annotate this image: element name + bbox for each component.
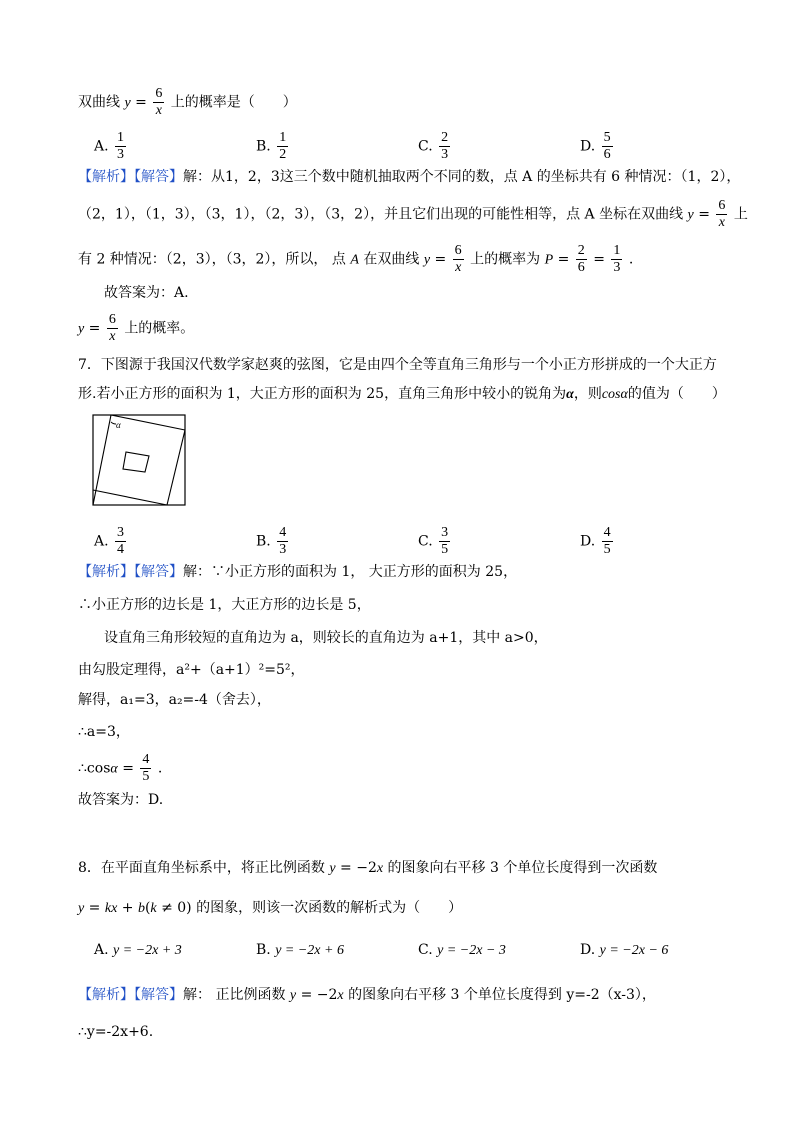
q6-note: y = $\frac{6}{x}$ 上的概率。 (78, 312, 195, 344)
solution-tag: 【解析】【解答】 (78, 169, 183, 185)
q8-solution-line-2: ∴y=-2x+6. (78, 1024, 154, 1040)
q6-stem: 双曲线 y = $\frac{6}{x}$ 上的概率是（ ） (78, 86, 297, 118)
q8-solution-line-1: 【解析】【解答】解： 正比例函数 y = −2x 的图象向右平移 3 个单位长度得到 y=-2（x-3）， (78, 987, 656, 1003)
q6-option-a[interactable]: A. $\frac{1}{3}$ (94, 130, 125, 162)
q6-option-c[interactable]: C. $\frac{2}{3}$ (418, 130, 449, 162)
q6-answer: 故答案为：A. (104, 285, 189, 301)
q7-answer: 故答案为：D. (78, 792, 164, 808)
q7-solution-line-6: ∴a=3， (78, 724, 130, 740)
q7-option-c[interactable]: C. $\frac{3}{5}$ (418, 525, 449, 557)
q6-option-d[interactable]: D. $\frac{5}{6}$ (580, 130, 611, 162)
q7-solution-line-7: ∴cosα = $\frac{4}{5}$ . (78, 752, 163, 784)
q7-stem-line-1: 7．下图源于我国汉代数学家赵爽的弦图，它是由四个全等直角三角形与一个小正方形拼成的一个大正方 (78, 357, 717, 373)
q6-solution-line-2: （2，1），（1，3），（3，1），（2，3），（3，2），并且它们出现的可能性相等，点 A 坐标在双曲线 y = $\frac{6}{x}$ 上 (78, 198, 748, 230)
q8-options (78, 932, 718, 972)
q6-solution-line-3: 有 2 种情况：（2，3），（3，2），所以， 点 A 在双曲线 y = $\frac{6}{x}$ 上的概率为 P = $\frac{2}{6}$ = $\frac{1}{3}$ . (78, 243, 634, 275)
q7-solution-line-4: 由勾股定理得，a²+（a+1）²=5²， (78, 662, 305, 678)
q8-option-d[interactable]: D. y = −2x − 6 (580, 942, 669, 958)
q7-option-b[interactable]: B. $\frac{4}{3}$ (256, 525, 287, 557)
q7-solution-line-2: ∴小正方形的边长是 1，大正方形的边长是 5， (78, 597, 371, 613)
solution-tag: 【解析】【解答】 (78, 987, 183, 1003)
q8-stem-line-1: 8．在平面直角坐标系中，将正比例函数 y = −2x 的图象向右平移 3 个单位长度得到一次函数 (78, 860, 658, 876)
q7-solution-line-3: 设直角三角形较短的直角边为 a，则较长的直角边为 a+1，其中 a>0， (104, 630, 548, 646)
q7-option-d[interactable]: D. $\frac{4}{5}$ (580, 525, 611, 557)
q6-options (78, 120, 718, 160)
q6-option-b[interactable]: B. $\frac{1}{2}$ (256, 130, 287, 162)
q7-option-a[interactable]: A. $\frac{3}{4}$ (94, 525, 125, 557)
q7-stem-line-2: 形.若小正方形的面积为 1，大正方形的面积为 25，直角三角形中较小的锐角为α，则cosα的值为（ ） (78, 386, 726, 402)
q8-stem-line-2: y = kx + b(k ≠ 0) 的图象，则该一次函数的解析式为（ ） (78, 900, 463, 916)
alpha-label: α (116, 420, 121, 430)
q6-solution-line-1: 【解析】【解答】解：从1，2，3这三个数中随机抽取两个不同的数，点 A 的坐标共有 6 种情况：（1，2）， (78, 169, 741, 185)
q7-options (78, 515, 718, 555)
q8-option-b[interactable]: B. y = −2x + 6 (256, 942, 344, 958)
q8-option-c[interactable]: C. y = −2x − 3 (418, 942, 506, 958)
solution-tag: 【解析】【解答】 (78, 564, 183, 580)
q7-solution-line-5: 解得，a₁=3，a₂=-4（舍去）， (78, 692, 271, 708)
q7-solution-line-1: 【解析】【解答】解：∵小正方形的面积为 1， 大正方形的面积为 25， (78, 564, 518, 580)
zhao-shuang-diagram (92, 414, 188, 508)
q8-option-a[interactable]: A. y = −2x + 3 (94, 942, 182, 958)
